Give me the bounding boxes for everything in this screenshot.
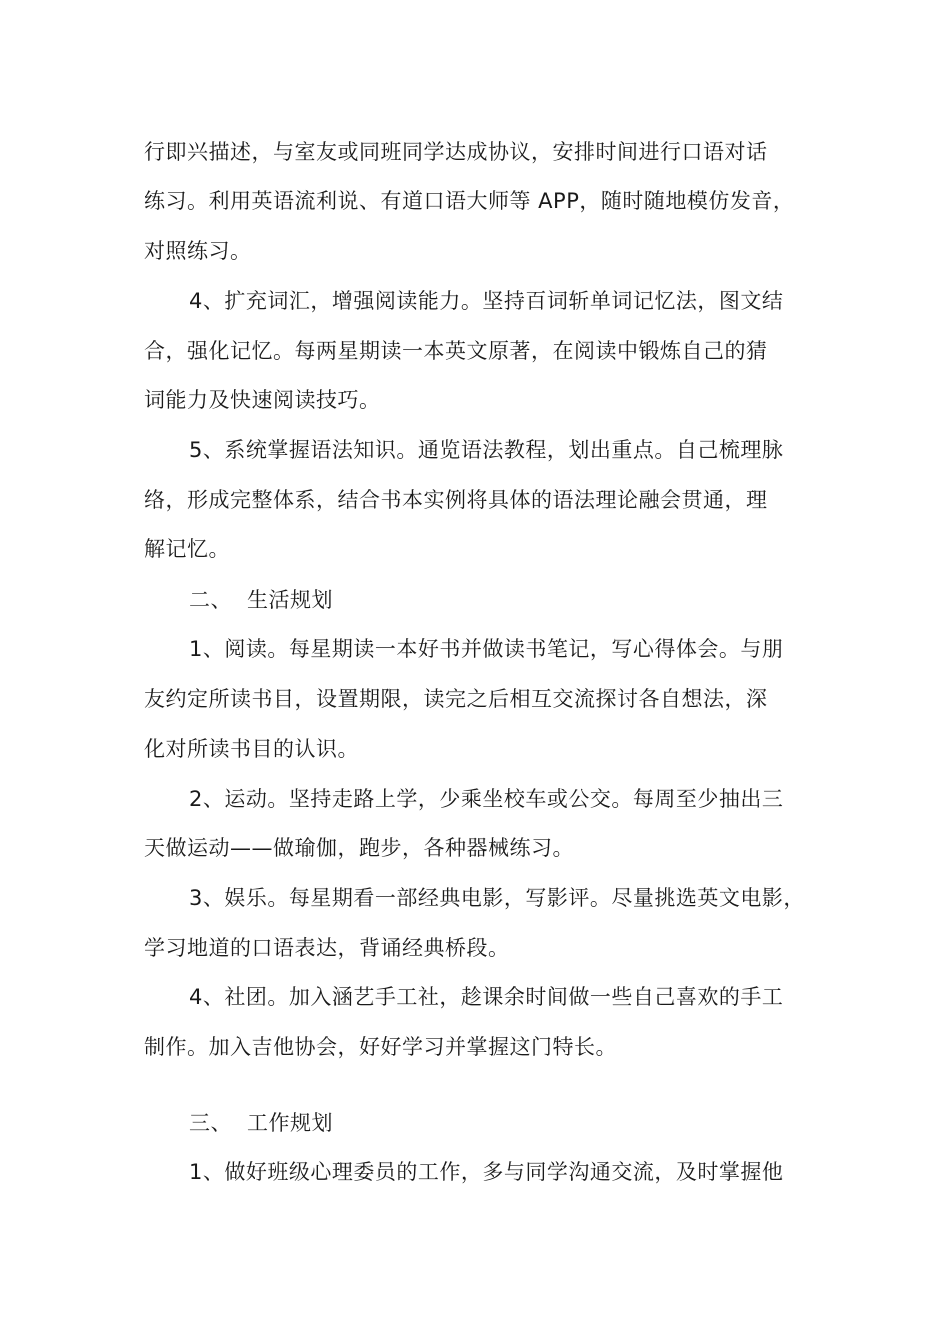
paragraph-line: 络，形成完整体系，结合书本实例将具体的语法理论融会贯通，理 [144, 488, 768, 512]
section-heading-work [189, 1105, 869, 1141]
paragraph-line: 合，强化记忆。每两星期读一本英文原著，在阅读中锻炼自己的猜 [144, 339, 768, 363]
paragraph-line: 对照练习。 [144, 239, 252, 263]
paragraph-line: 化对所读书目的认识。 [144, 737, 359, 761]
paragraph-line: 3、娱乐。每星期看一部经典电影，写影评。尽量挑选英文电影， [189, 886, 805, 910]
paragraph-line: 5、系统掌握语法知识。通览语法教程，划出重点。自己梳理脉 [189, 438, 784, 462]
paragraph-line: 天做运动——做瑜伽，跑步，各种器械练习。 [144, 836, 574, 860]
paragraph-line: 行即兴描述，与室友或同班同学达成协议，安排时间进行口语对话 [144, 140, 768, 164]
section-title: 工作规划 [247, 1111, 333, 1135]
section-heading-life [189, 582, 869, 618]
paragraph-line: 1、阅读。每星期读一本好书并做读书笔记，写心得体会。与朋 [189, 637, 784, 661]
paragraph-line: 解记忆。 [144, 537, 230, 561]
paragraph-line: 4、扩充词汇，增强阅读能力。坚持百词斩单词记忆法，图文结 [189, 289, 784, 313]
paragraph-line: 学习地道的口语表达，背诵经典桥段。 [144, 936, 510, 960]
paragraph-line: 词能力及快速阅读技巧。 [144, 388, 381, 412]
section-number: 三、 [189, 1111, 232, 1135]
section-title: 生活规划 [247, 588, 333, 612]
paragraph-line: 1、做好班级心理委员的工作，多与同学沟通交流，及时掌握他 [189, 1160, 784, 1184]
paragraph-line: 2、运动。坚持走路上学，少乘坐校车或公交。每周至少抽出三 [189, 787, 784, 811]
paragraph-line: 4、社团。加入涵艺手工社，趁课余时间做一些自己喜欢的手工 [189, 985, 784, 1009]
section-number: 二、 [189, 588, 232, 612]
paragraph-line: 友约定所读书目，设置期限，读完之后相互交流探讨各自想法，深 [144, 687, 768, 711]
paragraph-line: 练习。利用英语流利说、有道口语大师等 APP，随时随地模仿发音， [144, 189, 795, 213]
paragraph-line: 制作。加入吉他协会，好好学习并掌握这门特长。 [144, 1035, 617, 1059]
